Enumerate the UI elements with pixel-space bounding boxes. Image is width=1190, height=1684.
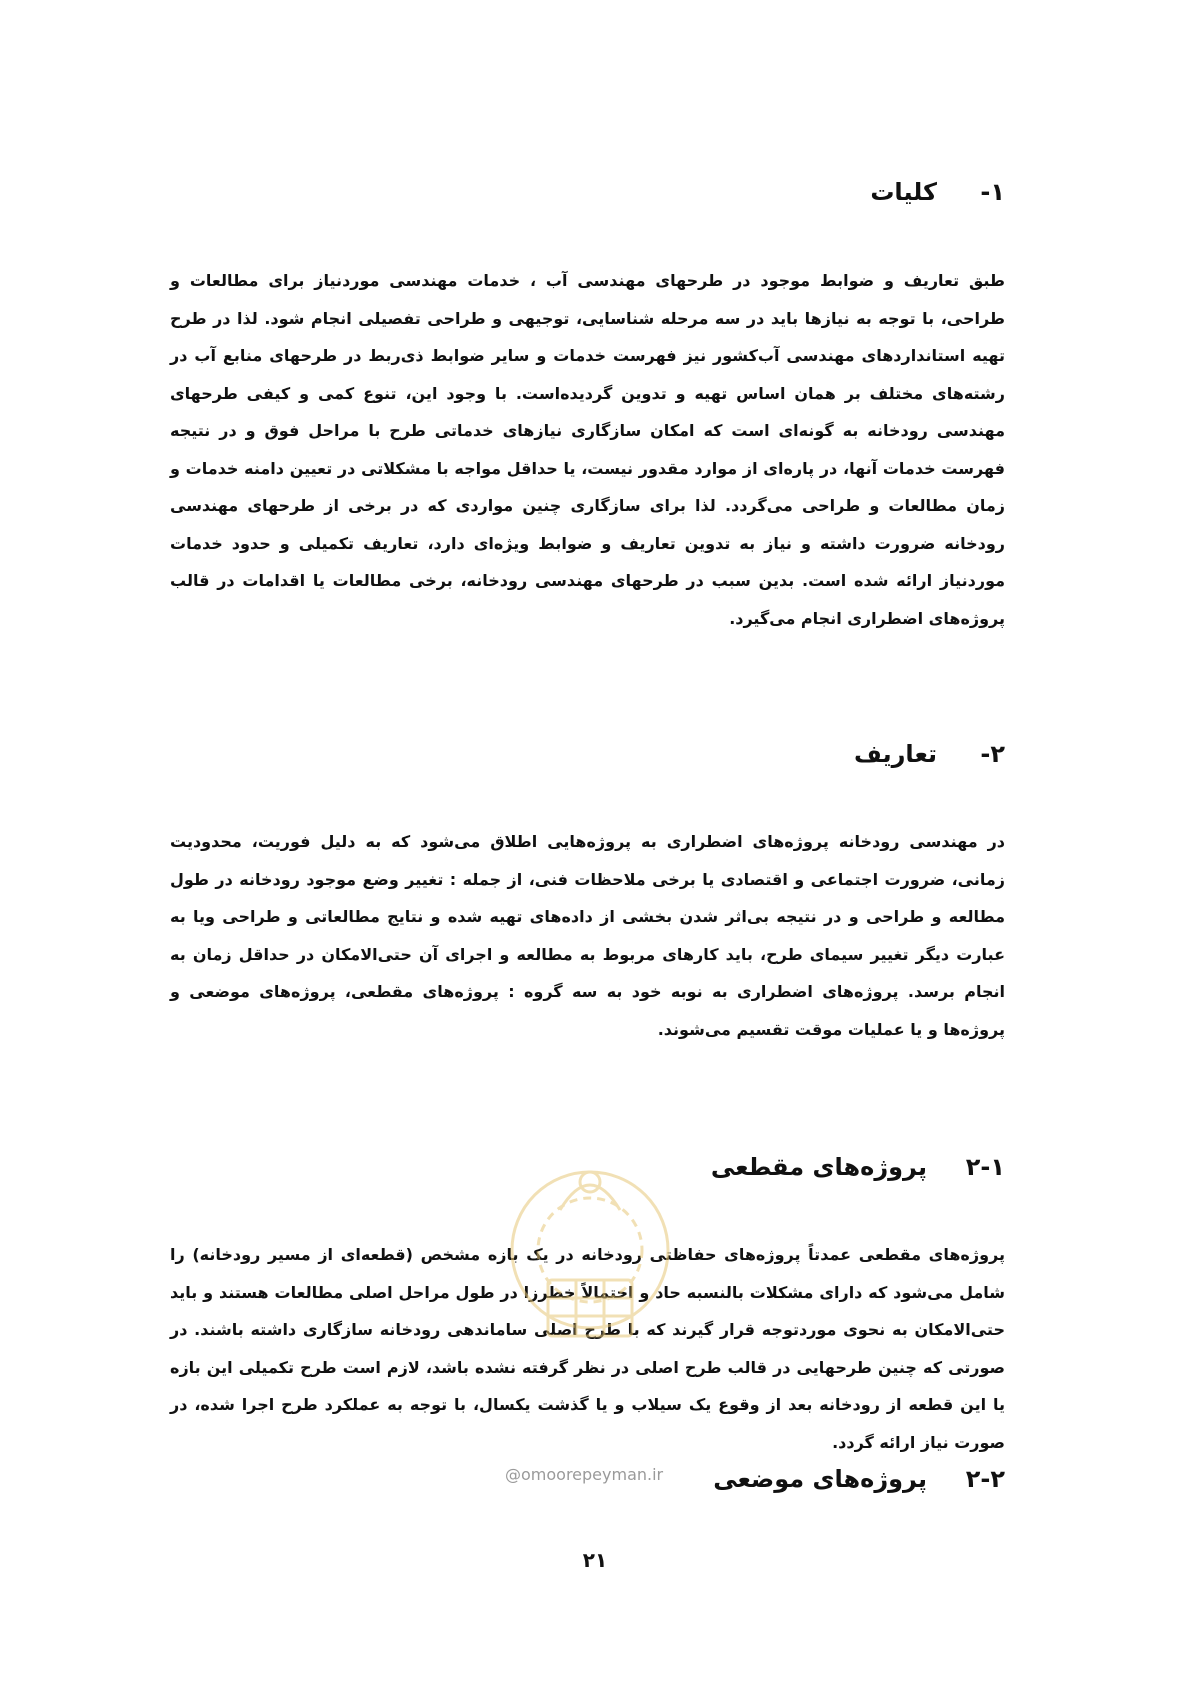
section-2-paragraph: در مهندسی رودخانه پروژه‌های اضطراری به پروژه‌هایی اطلاق می‌شود که به دلیل فوریت، محدودیت زمانی، ضرورت اجتماعی و اقتصادی یا برخی ملاحظات فنی، از جمله : تغییر وضع موجود رودخانه در طول مطالعه و طراحی و در نتیجه بی‌اثر شدن بخشی از داده‌های تهیه شده و نتایج مطالعاتی و طراحی ویا به عبارت دیگر تغییر سیمای طرح، باید کارهای مربوط به مطالعه و اجرای آن حتی‌الامکان در حداقل زمان به انجام برسد. پروژه‌های اضطراری به نوبه خود به سه گروه : پروژه‌های مقطعی، پروژه‌های موضعی و پروژه‌ها و یا عملیات موقت تقسیم می‌شوند. — [170, 832, 1005, 1039]
watermark-text: @omoorepeyman.ir — [505, 1465, 664, 1484]
section-2-title: تعاریف — [854, 740, 937, 768]
section-1-title: کلیات — [870, 178, 937, 206]
section-2-2-number: ۲-۲ — [965, 1465, 1005, 1493]
section-2-1-heading — [711, 1153, 1005, 1181]
section-2-heading — [854, 740, 1005, 768]
section-1-number: ۱- — [980, 178, 1005, 206]
page-number: ۲۱ — [582, 1548, 608, 1572]
section-1-heading — [870, 178, 1005, 206]
section-2-2-heading — [713, 1465, 1005, 1493]
section-1-paragraph: طبق تعاریف و ضوابط موجود در طرحهای مهندسی آب ، خدمات مهندسی موردنیاز برای مطالعات و طراحی، با توجه به نیازها باید در سه مرحله شناسایی، توجیهی و طراحی تفصیلی انجام شود. لذا در طرح تهیه استانداردهای مهندسی آب‌کشور نیز فهرست خدمات و سایر ضوابط ذی‌ربط در طرحهای منابع آب در رشته‌های مختلف بر همان اساس تهیه و تدوین گردیده‌است. با وجود این، تنوع کمی و کیفی طرحهای مهندسی رودخانه به گونه‌ای است که امکان سازگاری نیازهای خدماتی طرح با مراحل فوق و در نتیجه فهرست خدمات آنها، در پاره‌ای از موارد مقدور نیست، یا حداقل مواجه با مشکلاتی در تعیین دامنه خدمات و زمان مطالعات و طراحی می‌گردد. لذا برای سازگاری چنین مواردی که در برخی از طرحهای مهندسی رودخانه ضرورت داشته و نیاز به تدوین تعاریف و ضوابط ویژه‌ای دارد، تعاریف تکمیلی و حدود خدمات موردنیاز ارائه شده است. بدین سبب در طرحهای مهندسی رودخانه، برخی مطالعات یا اقدامات در قالب پروژه‌های اضطراری انجام می‌گیرد. — [170, 271, 1005, 628]
section-2-number: ۲- — [980, 740, 1005, 768]
section-2-2-title: پروژه‌های موضعی — [713, 1465, 927, 1493]
section-2-1-title: پروژه‌های مقطعی — [710, 1153, 927, 1181]
section-2-1-number: ۲-۱ — [965, 1153, 1005, 1181]
section-2-1-paragraph: پروژه‌های مقطعی عمدتاً پروژه‌های حفاظتی رودخانه در یک بازه مشخص (قطعه‌ای از مسیر رودخانه) را شامل می‌شود که دارای مشکلات بالنسبه حاد و احتمالاً خطرزا در طول مراحل اصلی مطالعات هستند و باید حتی‌الامکان به نحوی موردتوجه قرار گیرند که با طرح اصلی ساماندهی رودخانه سازگاری داشته باشند. در صورتی که چنین طرحهایی در قالب طرح اصلی در نظر گرفته نشده باشد، لازم است طرح تکمیلی این بازه یا این قطعه از رودخانه بعد از وقوع یک سیلاب و یا گذشت یکسال، با توجه به عملکرد طرح اجرا شده، در صورت نیاز ارائه گردد. — [170, 1245, 1005, 1452]
